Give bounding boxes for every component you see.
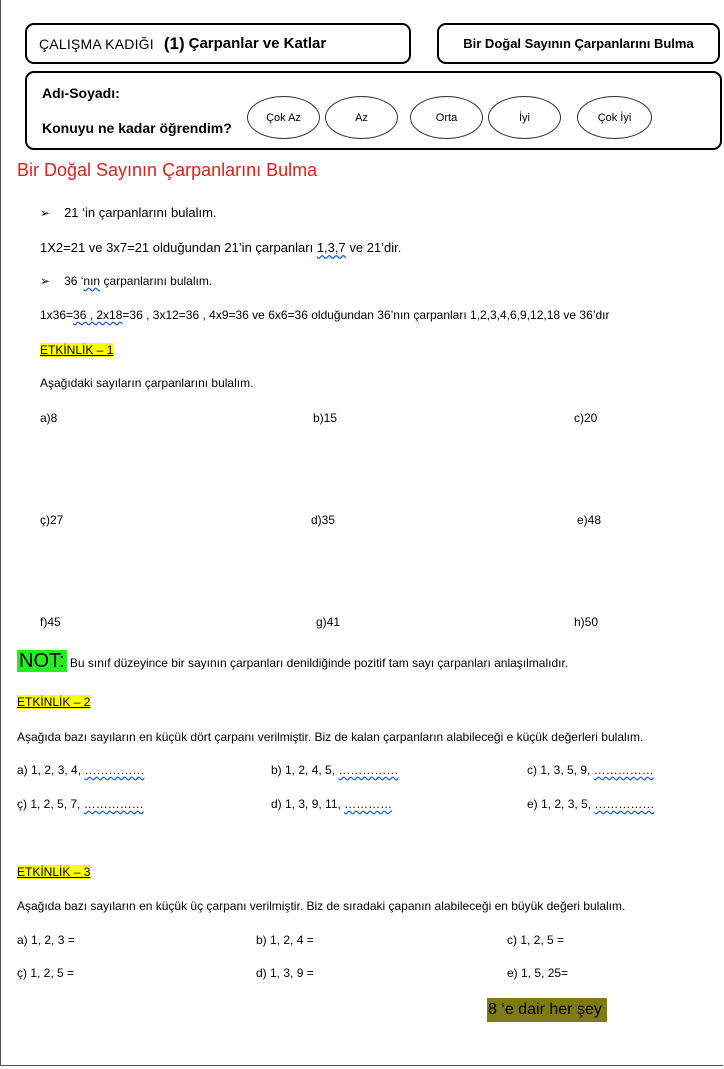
topic-title: Bir Doğal Sayının Çarpanlarını Bulma: [463, 36, 694, 51]
topic-box: [437, 23, 720, 64]
activity3-item: c) 1, 2, 5 =: [507, 933, 565, 947]
activity1-item: g)41: [316, 615, 341, 629]
activity1-item: f)45: [40, 615, 61, 629]
activity1-item: b)15: [313, 411, 338, 425]
rating-cok-az[interactable]: Çok Az: [247, 96, 320, 139]
section-title: Bir Doğal Sayının Çarpanlarını Bulma: [17, 160, 318, 180]
title-rest: Çarpanlar ve Katlar: [188, 35, 327, 52]
example1-prompt: 21 ‘in çarpanlarını bulalım.: [64, 205, 217, 220]
activity3-instruction: Aşağıda bazı sayıların en küçük üç çarpanı verilmiştir. Biz de sıradaki çapanın alabileceği en büyük değeri bulalım.: [17, 899, 626, 913]
learn-label: Konuyu ne kadar öğrendim?: [42, 120, 232, 136]
activity1-item: c)20: [574, 411, 598, 425]
worksheet-title-box: [25, 23, 411, 64]
rating-iyi[interactable]: İyi: [488, 96, 561, 139]
activity2-item: c) 1, 3, 5, 9, ……………: [527, 763, 654, 777]
activity2-item: e) 1, 2, 3, 5, ……………: [527, 797, 655, 811]
note-badge: NOT:: [19, 650, 65, 672]
note-text: Bu sınıf düzeyince bir sayının çarpanları denildiğinde pozitif tam sayı çarpanları anlaşılmalıdır.: [66, 656, 569, 670]
activity1-label: ETKİNLİK – 1: [40, 343, 114, 357]
activity3-item: ç) 1, 2, 5 =: [17, 966, 75, 980]
name-label: Adı-Soyadı:: [42, 85, 120, 101]
title-number: (1): [163, 33, 185, 53]
evaluation-box: [25, 71, 722, 150]
footer-highlight-box: 8 ‘e dair her şey: [487, 998, 607, 1022]
activity1-item: h)50: [574, 615, 599, 629]
rating-orta[interactable]: Orta: [410, 96, 483, 139]
activity1-instruction: Aşağıdaki sayıların çarpanlarını bulalım.: [40, 376, 254, 390]
activity2-label: ETKİNLİK – 2: [17, 695, 91, 709]
activity2-item: a) 1, 2, 3, 4, ……………: [17, 763, 145, 777]
example2-text: 1x36=36 , 2x18=36 , 3x12=36 , 4x9=36 ve 6x6=36 olduğundan 36’nın çarpanları 1,2,3,4,6,9,12,18 ve 36’dır: [40, 308, 610, 322]
activity3-item: d) 1, 3, 9 =: [256, 966, 314, 980]
activity2-item: ç) 1, 2, 5, 7, ……………: [17, 797, 144, 811]
rating-az[interactable]: Az: [325, 96, 398, 139]
activity1-item: e)48: [577, 513, 602, 527]
arrow-bullet-icon: ➢: [40, 206, 51, 220]
arrow-bullet-icon: ➢: [40, 274, 51, 288]
activity3-item: e) 1, 5, 25=: [507, 966, 569, 980]
activity2-item: b) 1, 2, 4, 5, ……………: [271, 763, 399, 777]
note-line: [17, 650, 568, 673]
rating-cok-iyi[interactable]: Çok İyi: [577, 96, 652, 139]
activity3-item: a) 1, 2, 3 =: [17, 933, 75, 947]
example1-prompt-line: [40, 205, 217, 220]
activity2-item: d) 1, 3, 9, 11, …………: [271, 797, 393, 811]
activity1-item: a)8: [40, 411, 58, 425]
activity1-item: d)35: [311, 513, 336, 527]
activity3-item: b) 1, 2, 4 =: [256, 933, 314, 947]
activity1-item: ç)27: [40, 513, 64, 527]
title-prefix: ÇALIŞMA KADIĞI: [39, 35, 154, 52]
activity2-instruction: Aşağıda bazı sayıların en küçük dört çarpanı verilmiştir. Biz de kalan çarpanların alabileceği e küçük değerleri bulalım.: [17, 730, 644, 744]
example2-prompt-line: ➢ 36 ‘nın çarpanlarını bulalım.: [40, 274, 213, 288]
example1-text: 1X2=21 ve 3x7=21 olduğundan 21’in çarpanları 1,3,7 ve 21’dir.: [40, 240, 402, 255]
activity3-label: ETKİNLİK – 3: [17, 865, 91, 879]
